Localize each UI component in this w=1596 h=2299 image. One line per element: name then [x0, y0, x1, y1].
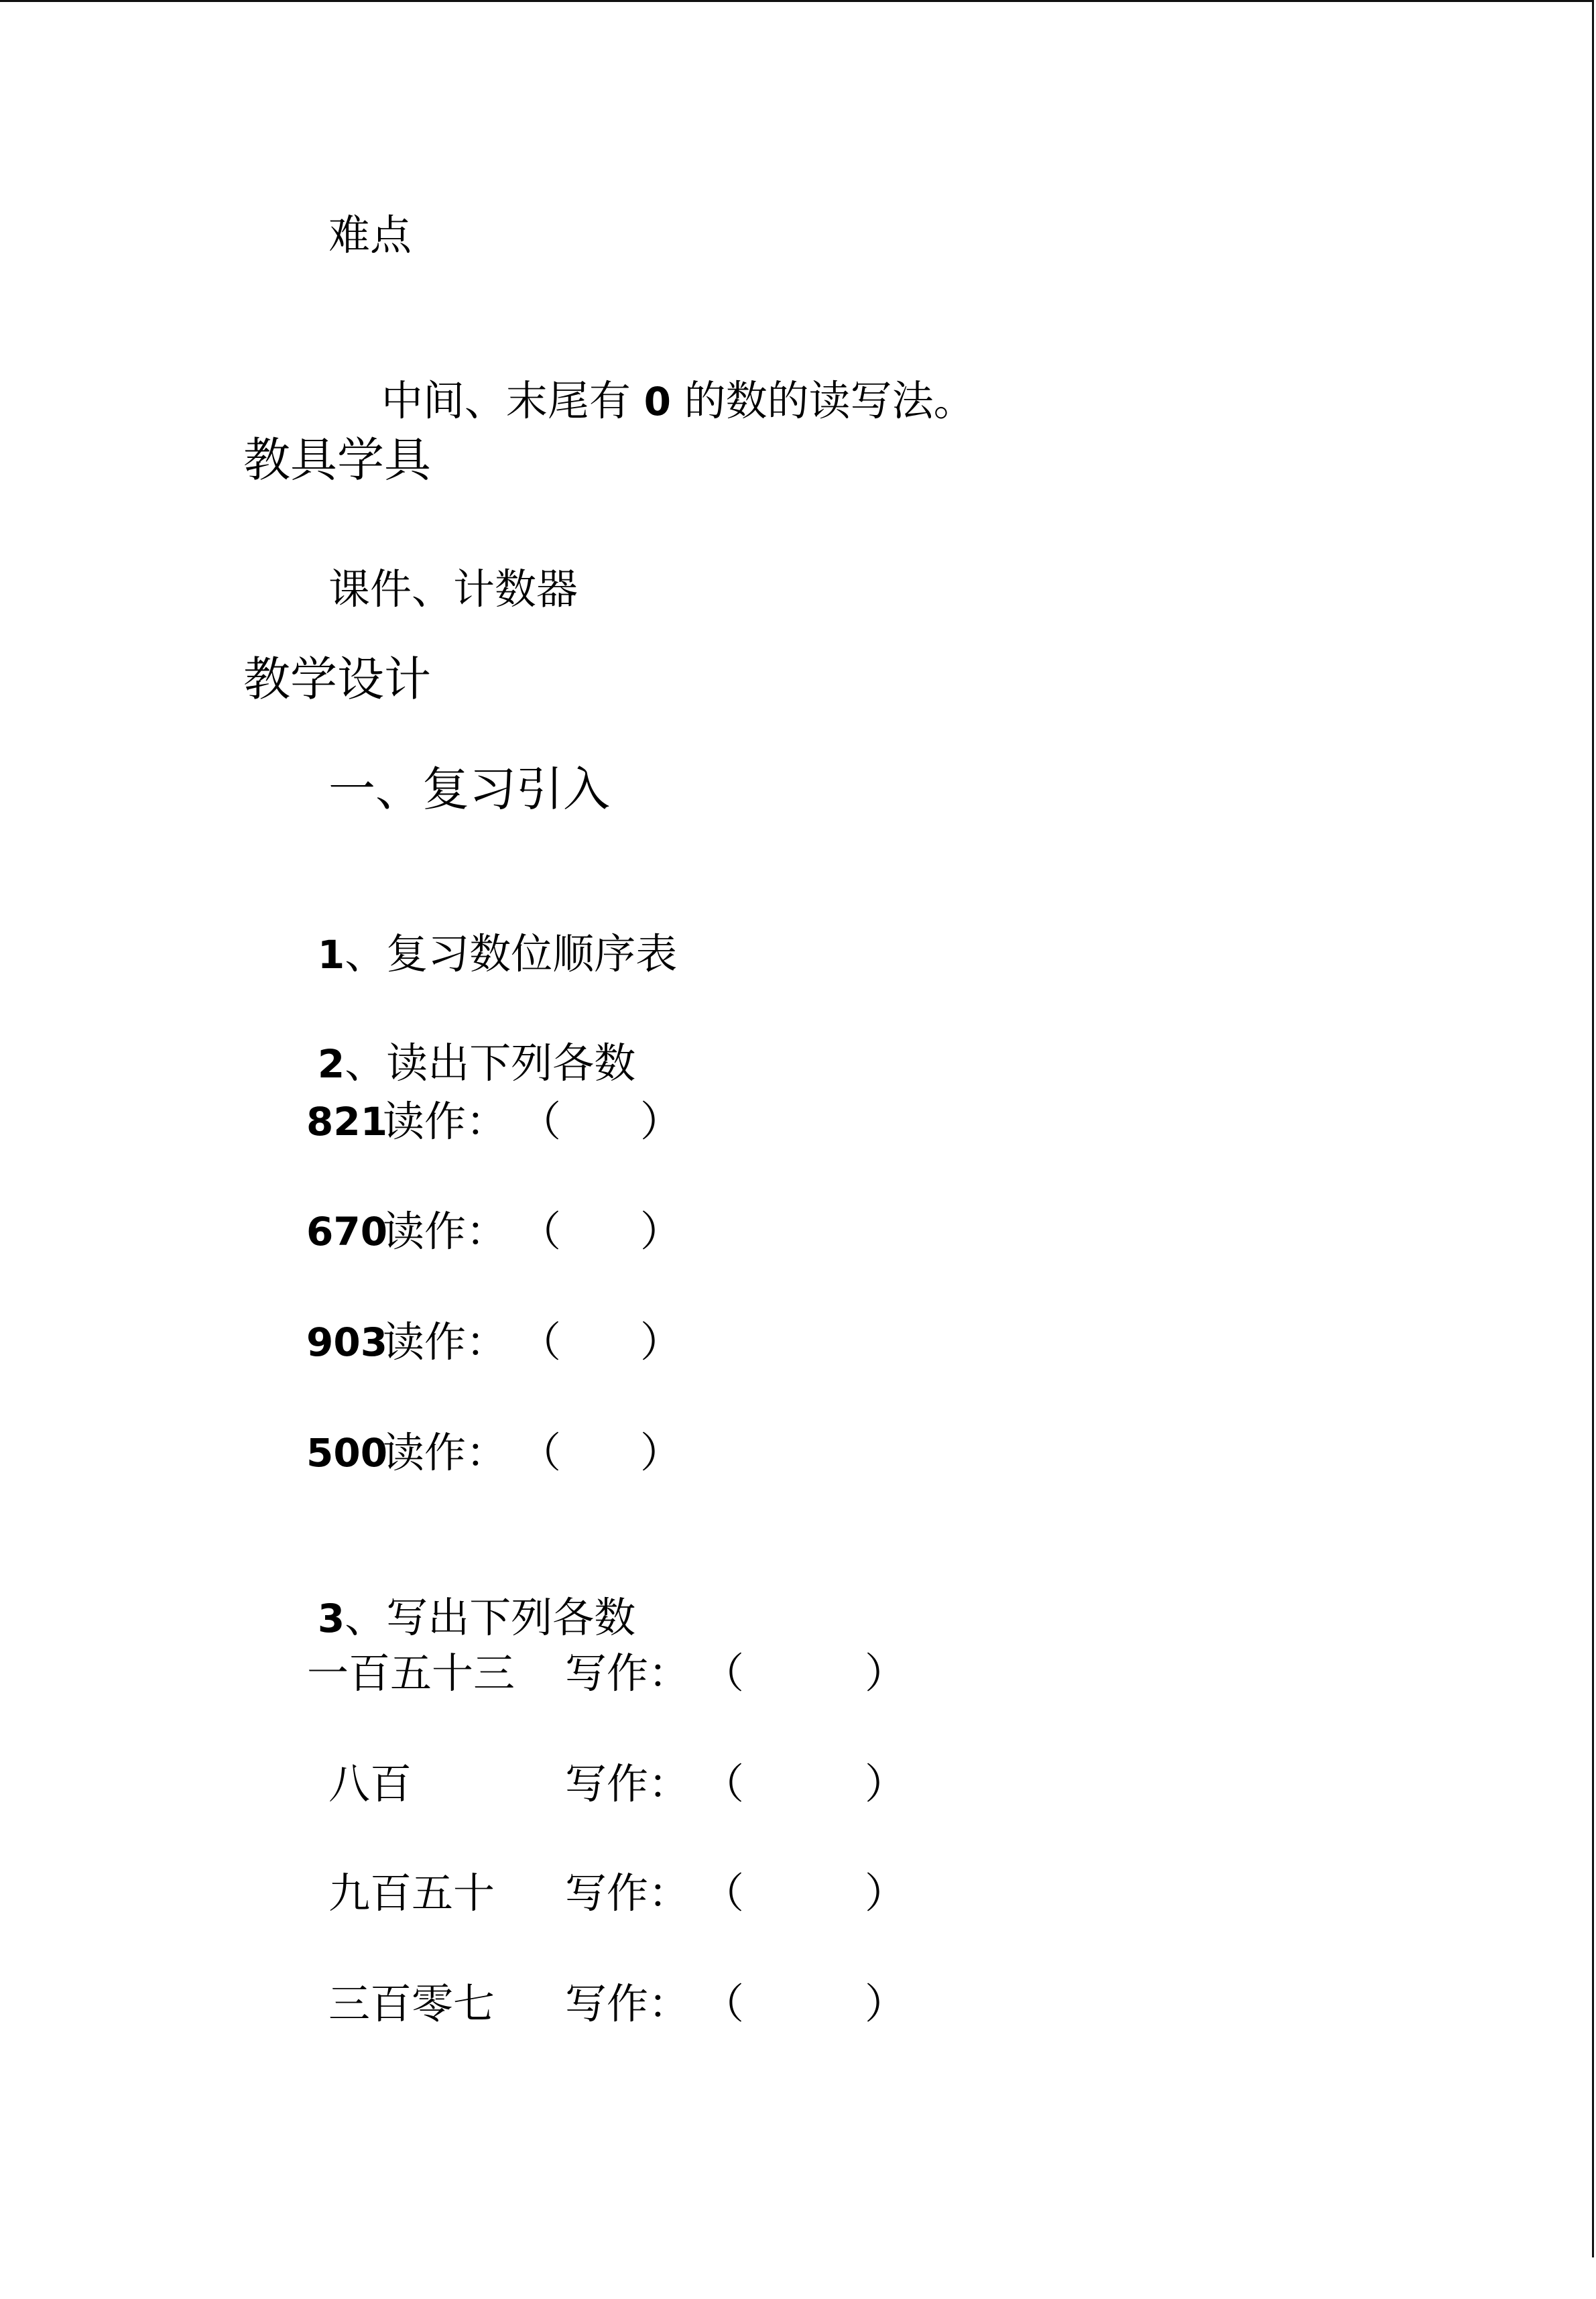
- answer-open-paren[interactable]: （: [702, 1979, 745, 2028]
- list-item-text: 、写出下列各数: [345, 1593, 636, 1642]
- write-row: [307, 1867, 924, 1920]
- write-words: 八百: [328, 1759, 412, 1808]
- list-item-text: 、复习数位顺序表: [345, 929, 678, 978]
- write-label: 写作：: [565, 1649, 690, 1698]
- answer-close-paren[interactable]: ）: [865, 1869, 907, 1918]
- answer-open-paren[interactable]: （: [519, 1207, 562, 1256]
- answer-close-paren[interactable]: ）: [640, 1207, 682, 1256]
- answer-close-paren[interactable]: ）: [865, 1979, 907, 2028]
- answer-close-paren[interactable]: ）: [865, 1759, 907, 1808]
- read-row: [306, 1095, 709, 1148]
- list-item-number: 3: [317, 1596, 345, 1641]
- list-item-review-place-value: [265, 874, 678, 978]
- read-row: [306, 1315, 709, 1369]
- read-number: 500: [306, 1430, 388, 1476]
- answer-open-paren[interactable]: （: [702, 1869, 745, 1918]
- read-label: 读作：: [383, 1097, 508, 1146]
- answer-open-paren[interactable]: （: [519, 1317, 562, 1366]
- read-number: 903: [306, 1319, 388, 1365]
- write-words: 三百零七: [328, 1979, 495, 2028]
- write-words: 九百五十: [328, 1869, 495, 1918]
- list-item-read-numbers: [265, 983, 636, 1087]
- read-row: [306, 1205, 709, 1258]
- write-label: 写作：: [565, 1869, 690, 1918]
- difficulty-heading: 难点: [328, 211, 412, 259]
- read-label: 读作：: [383, 1207, 508, 1256]
- answer-close-paren[interactable]: ）: [640, 1097, 682, 1146]
- read-row: [306, 1426, 709, 1480]
- difficulty-text-zero: 0: [643, 379, 671, 424]
- answer-close-paren[interactable]: ）: [865, 1649, 907, 1698]
- read-label: 读作：: [383, 1428, 508, 1477]
- write-row: [307, 1647, 924, 1700]
- write-row: [307, 1977, 924, 2031]
- list-item-write-numbers: [265, 1537, 636, 1642]
- answer-open-paren[interactable]: （: [519, 1428, 562, 1477]
- write-label: 写作：: [565, 1979, 690, 2028]
- read-label: 读作：: [383, 1317, 508, 1366]
- answer-open-paren[interactable]: （: [702, 1649, 745, 1698]
- list-item-number: 2: [317, 1041, 345, 1087]
- write-row: [307, 1757, 924, 1811]
- answer-close-paren[interactable]: ）: [640, 1428, 682, 1477]
- design-heading: 教学设计: [243, 652, 431, 707]
- difficulty-text-prefix: 中间、末尾有: [381, 376, 644, 425]
- answer-open-paren[interactable]: （: [519, 1097, 562, 1146]
- list-item-text: 、读出下列各数: [345, 1039, 636, 1087]
- difficulty-text-suffix: 的数的读写法。: [670, 376, 975, 425]
- materials-heading: 教具学具: [243, 432, 431, 487]
- read-number: 670: [306, 1209, 388, 1254]
- list-item-number: 1: [317, 932, 345, 978]
- write-label: 写作：: [565, 1759, 690, 1808]
- answer-close-paren[interactable]: ）: [640, 1317, 682, 1366]
- difficulty-text: [328, 320, 975, 425]
- section-title-review: 一、复习引入: [328, 762, 610, 817]
- materials-text: 课件、计数器: [328, 565, 578, 613]
- read-number: 821: [306, 1099, 388, 1144]
- answer-open-paren[interactable]: （: [702, 1759, 745, 1808]
- write-words: 一百五十三: [307, 1649, 515, 1698]
